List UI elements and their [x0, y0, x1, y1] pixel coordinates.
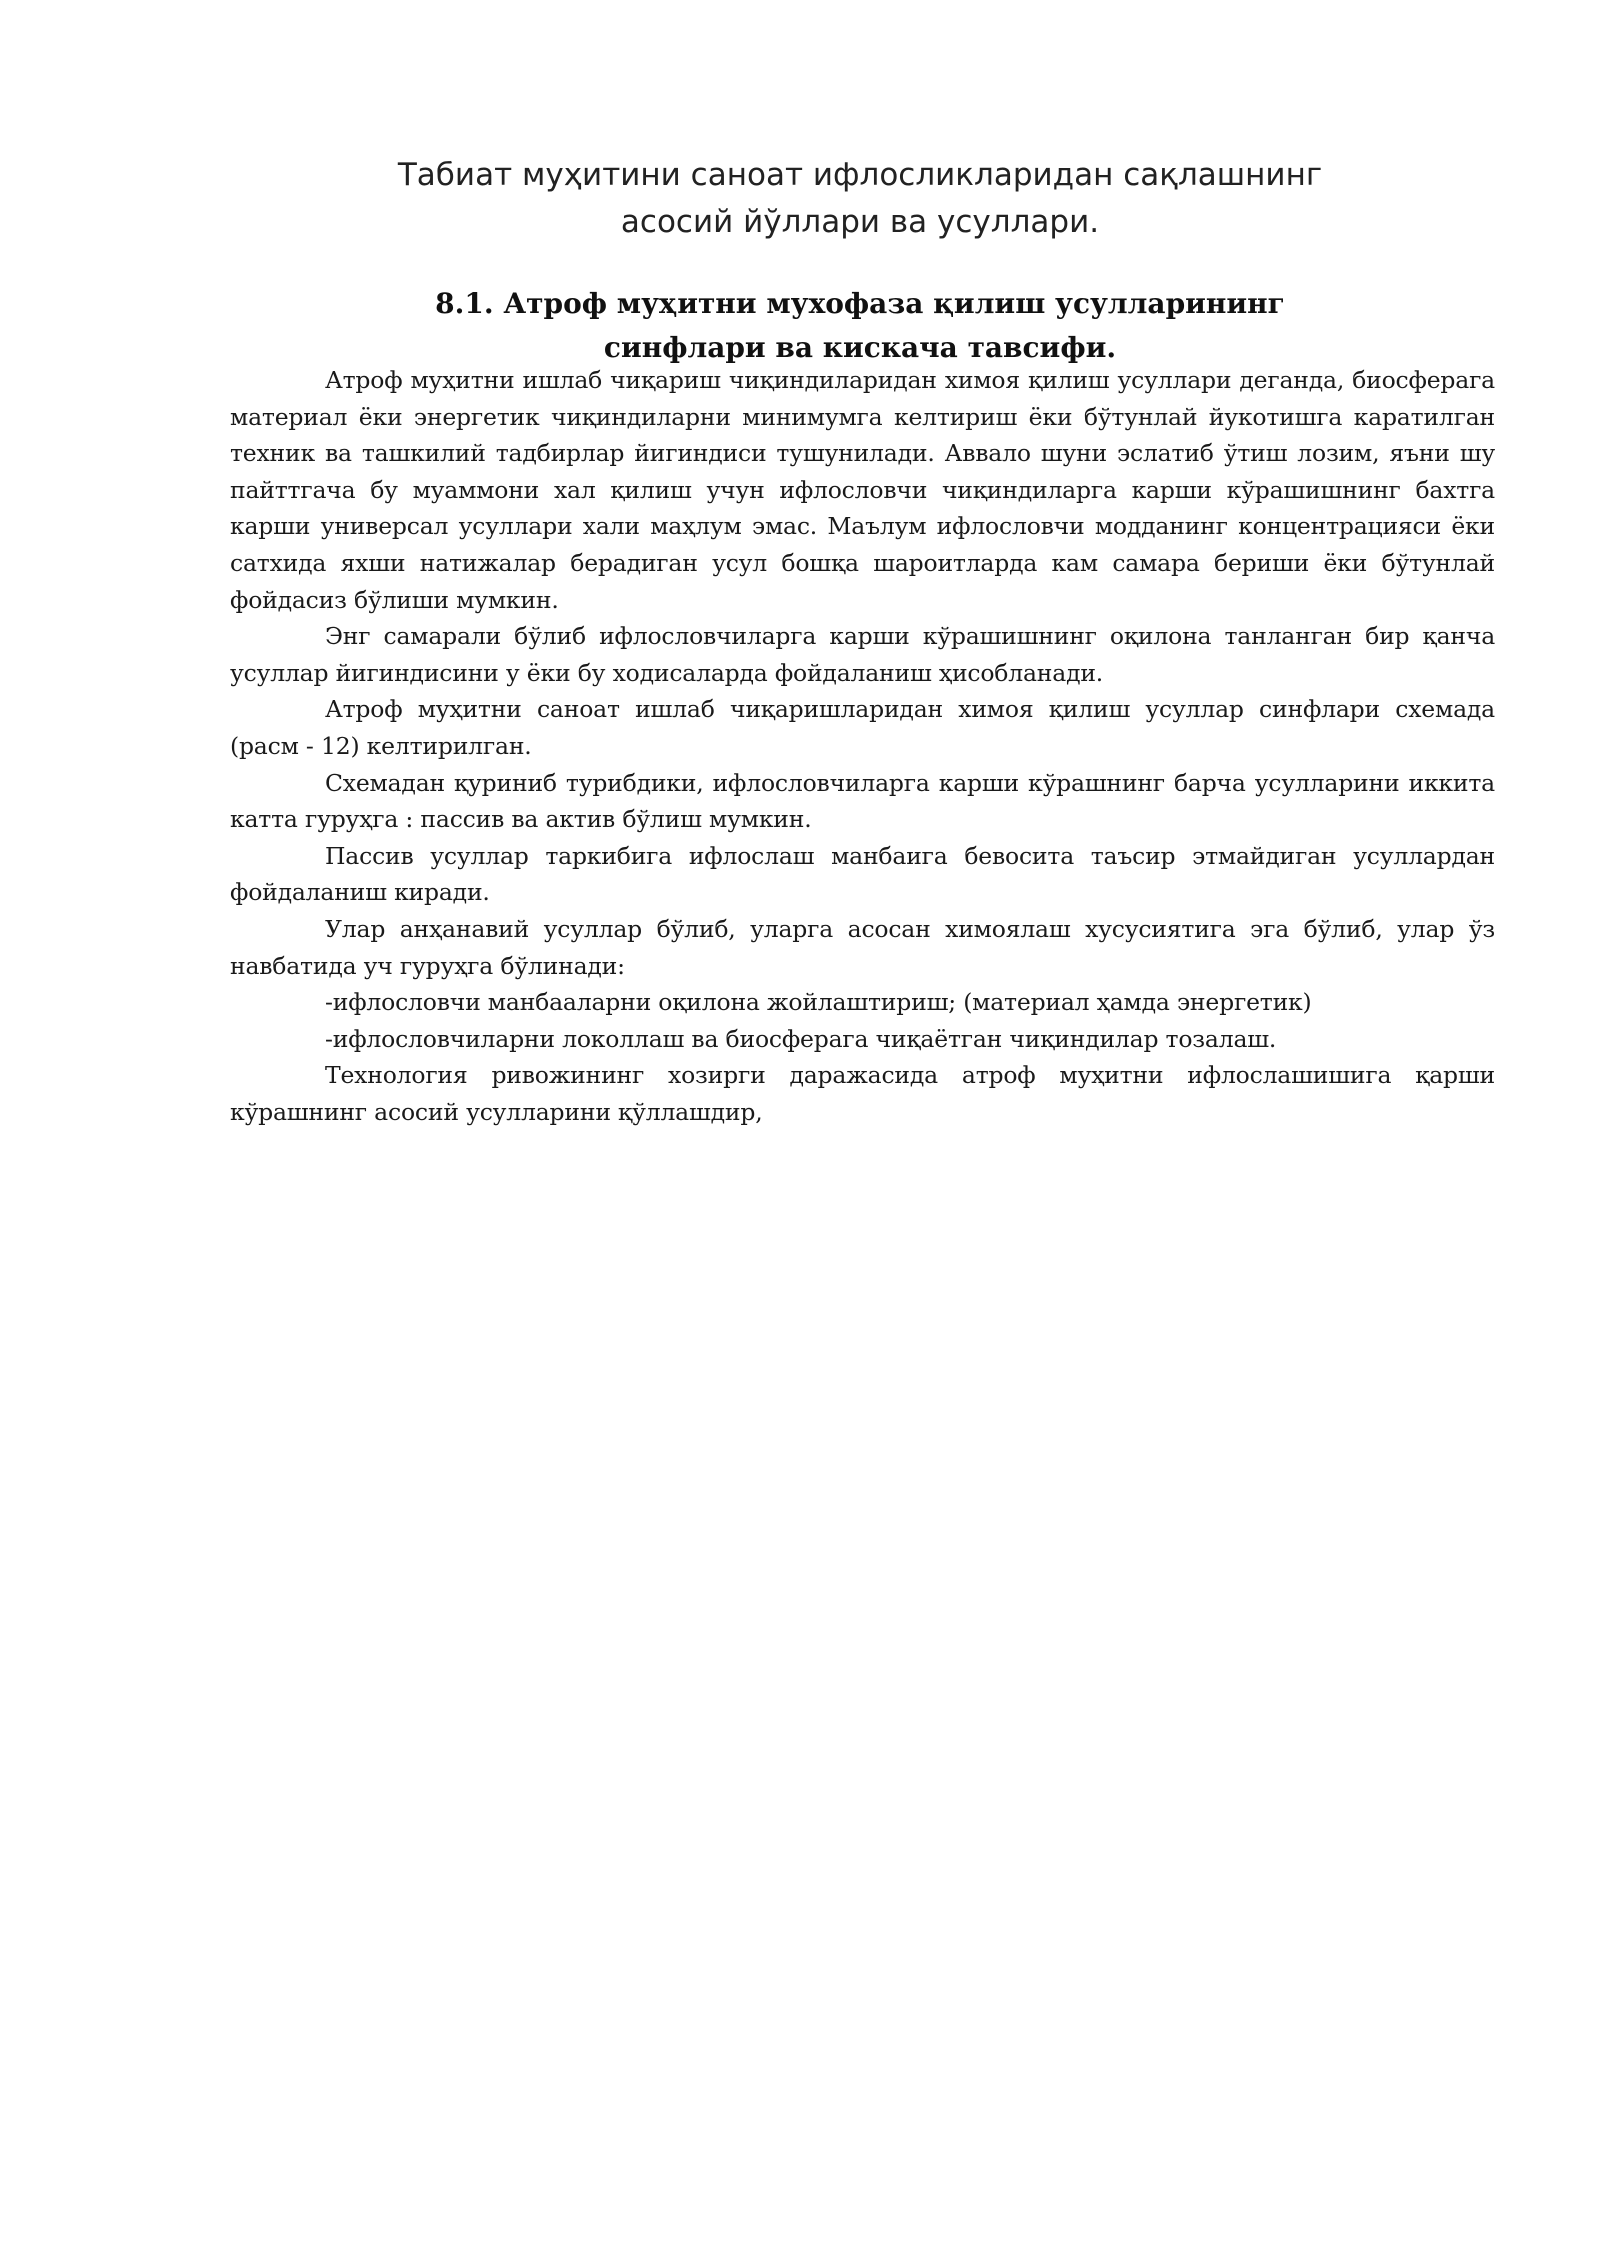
list-item-placement: -ифлословчи манбааларни оқилона жойлаштириш; (материал ҳамда энергетик) — [325, 988, 1312, 1017]
section-heading — [230, 282, 1490, 370]
list-item-localization: -ифлословчиларни локоллаш ва биосферага чиқаётган чиқиндилар тозалаш. — [325, 1024, 1277, 1053]
section-heading-line-2: синфлари ва кискача тавсифи. — [603, 331, 1117, 364]
title-line-1: Табиат муҳитини саноат ифлосликларидан сақлашнинг — [397, 157, 1323, 193]
paragraph-technology: Технология ривожининг хозирги даражасида атроф муҳитни ифлослашишига қарши кўрашнинг асосий усулларини қўллашдир, — [230, 1061, 1495, 1126]
section-heading-line-1: 8.1. Атроф муҳитни мухофаза қилиш усулларининг — [435, 287, 1285, 320]
paragraph-scheme-reference: Атроф муҳитни саноат ишлаб чиқаришларидан химоя қилиш усуллар синфлари схемада (расм - 12) келтирилган. — [230, 695, 1495, 760]
paragraph-traditional-methods: Улар анҳанавий усуллар бўлиб, уларга асосан химоялаш хусусиятига эга бўлиб, улар ўз навбатида уч гуруҳга бўлинади: — [230, 914, 1495, 980]
paragraph-two-groups: Схемадан қуриниб турибдики, ифлословчиларга карши кўрашнинг барча усулларини иккита катта гуруҳга : пассив ва актив бўлиш мумкин. — [230, 768, 1495, 834]
paragraph-combination: Энг самарали бўлиб ифлословчиларга карши кўрашишнинг оқилона танланган бир қанча усуллар йигиндисини у ёки бу ходисаларда фойдаланиш ҳисобланади. — [230, 622, 1495, 687]
document-title — [230, 152, 1490, 246]
paragraph-passive-methods: Пассив усуллар таркибига ифлослаш манбаига бевосита таъсир этмайдиган усуллардан фойдаланиш киради. — [230, 841, 1495, 907]
title-line-2: асосий йўллари ва усуллари. — [620, 204, 1100, 240]
paragraph-definition: Атроф муҳитни ишлаб чиқариш чиқиндиларидан химоя қилиш усуллари деганда, биосферага материал ёки энергетик чиқиндиларни минимумга келтириш ёки бўтунлай йукотишга каратилган техник ва ташкилий тадбирлар йигиндиси тушунилади. Аввало шуни эслатиб ўтиш лозим, яъни шу пайттгача бу муаммони хал қилиш учун ифлословчи чиқиндиларга карши кўрашишнинг бахтга карши универсал усуллари хали маҳлум эмас. Маълум ифлословчи модданинг концентрацияси ёки сатхида яхши натижалар берадиган усул бошқа шароитларда кам самара бериши ёки бўтунлай фойдасиз бўлиши мумкин. — [230, 366, 1495, 614]
body-text — [230, 362, 1495, 1130]
